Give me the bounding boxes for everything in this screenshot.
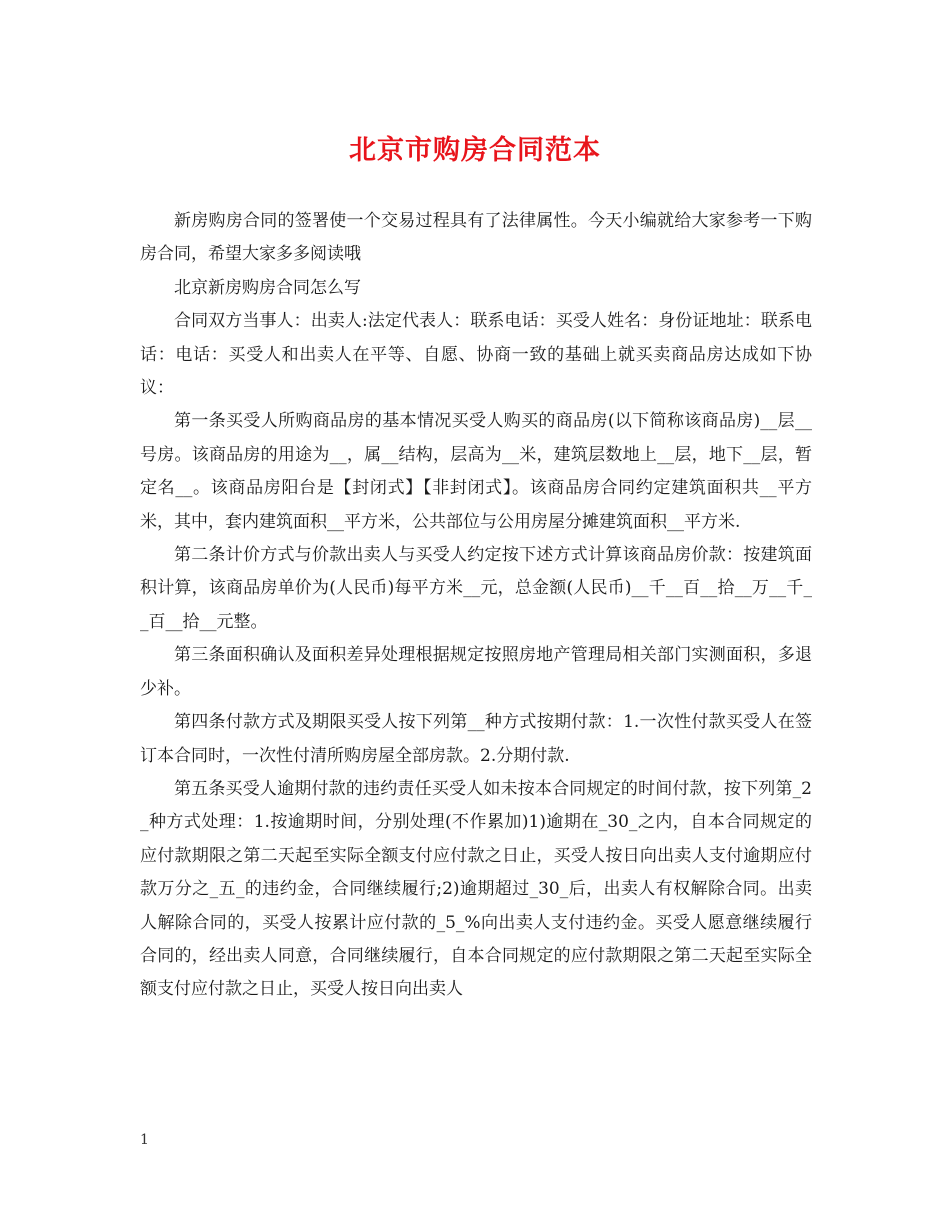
- document-body: [140, 205, 812, 1007]
- article-2-paragraph: 第二条计价方式与价款出卖人与买受人约定按下述方式计算该商品房价款：按建筑面积计算，该商品房单价为(人民币)每平方米__元，总金额(人民币)__千__百__拾__万__千__百__拾__元整。: [140, 545, 812, 632]
- intro-paragraph: 新房购房合同的签署使一个交易过程具有了法律属性。今天小编就给大家参考一下购房合同，希望大家多多阅读哦: [140, 211, 812, 265]
- page-number: 1: [140, 1132, 149, 1148]
- article-3-paragraph: 第三条面积确认及面积差异处理根据规定按照房地产管理局相关部门实测面积，多退少补。: [140, 645, 812, 699]
- article-4-paragraph: 第四条付款方式及期限买受人按下列第__种方式按期付款：1.一次性付款买受人在签订本合同时，一次性付清所购房屋全部房款。2.分期付款.: [140, 712, 812, 766]
- subheading-paragraph: 北京新房购房合同怎么写: [174, 277, 361, 298]
- article-1-paragraph: 第一条买受人所购商品房的基本情况买受人购买的商品房(以下简称该商品房)__层__号房。该商品房的用途为__，属__结构，层高为__米，建筑层数地上__层，地下__层，暂定名__。该商品房阳台是【封闭式】【非封闭式】。该商品房合同约定建筑面积共__平方米，其中，套内建筑面积__平方米，公共部位与公用房屋分摊建筑面积__平方米.: [140, 411, 812, 532]
- document-title: 北京市购房合同范本: [349, 135, 601, 166]
- article-5-paragraph: 第五条买受人逾期付款的违约责任买受人如未按本合同规定的时间付款，按下列第_2_种方式处理：1.按逾期时间，分别处理(不作累加)1)逾期在_30_之内，自本合同规定的应付款期限之第二天起至实际全额支付应付款之日止，买受人按日向出卖人支付逾期应付款万分之_五_的违约金，合同继续履行;2)逾期超过_30_后，出卖人有权解除合同。出卖人解除合同的，买受人按累计应付款的_5_%向出卖人支付违约金。买受人愿意继续履行合同的，经出卖人同意，合同继续履行，自本合同规定的应付款期限之第二天起至实际全额支付应付款之日止，买受人按日向出卖人: [140, 778, 812, 1000]
- parties-paragraph: 合同双方当事人：出卖人:法定代表人：联系电话：买受人姓名：身份证地址：联系电话：电话：买受人和出卖人在平等、自愿、协商一致的基础上就买卖商品房达成如下协议：: [140, 311, 812, 399]
